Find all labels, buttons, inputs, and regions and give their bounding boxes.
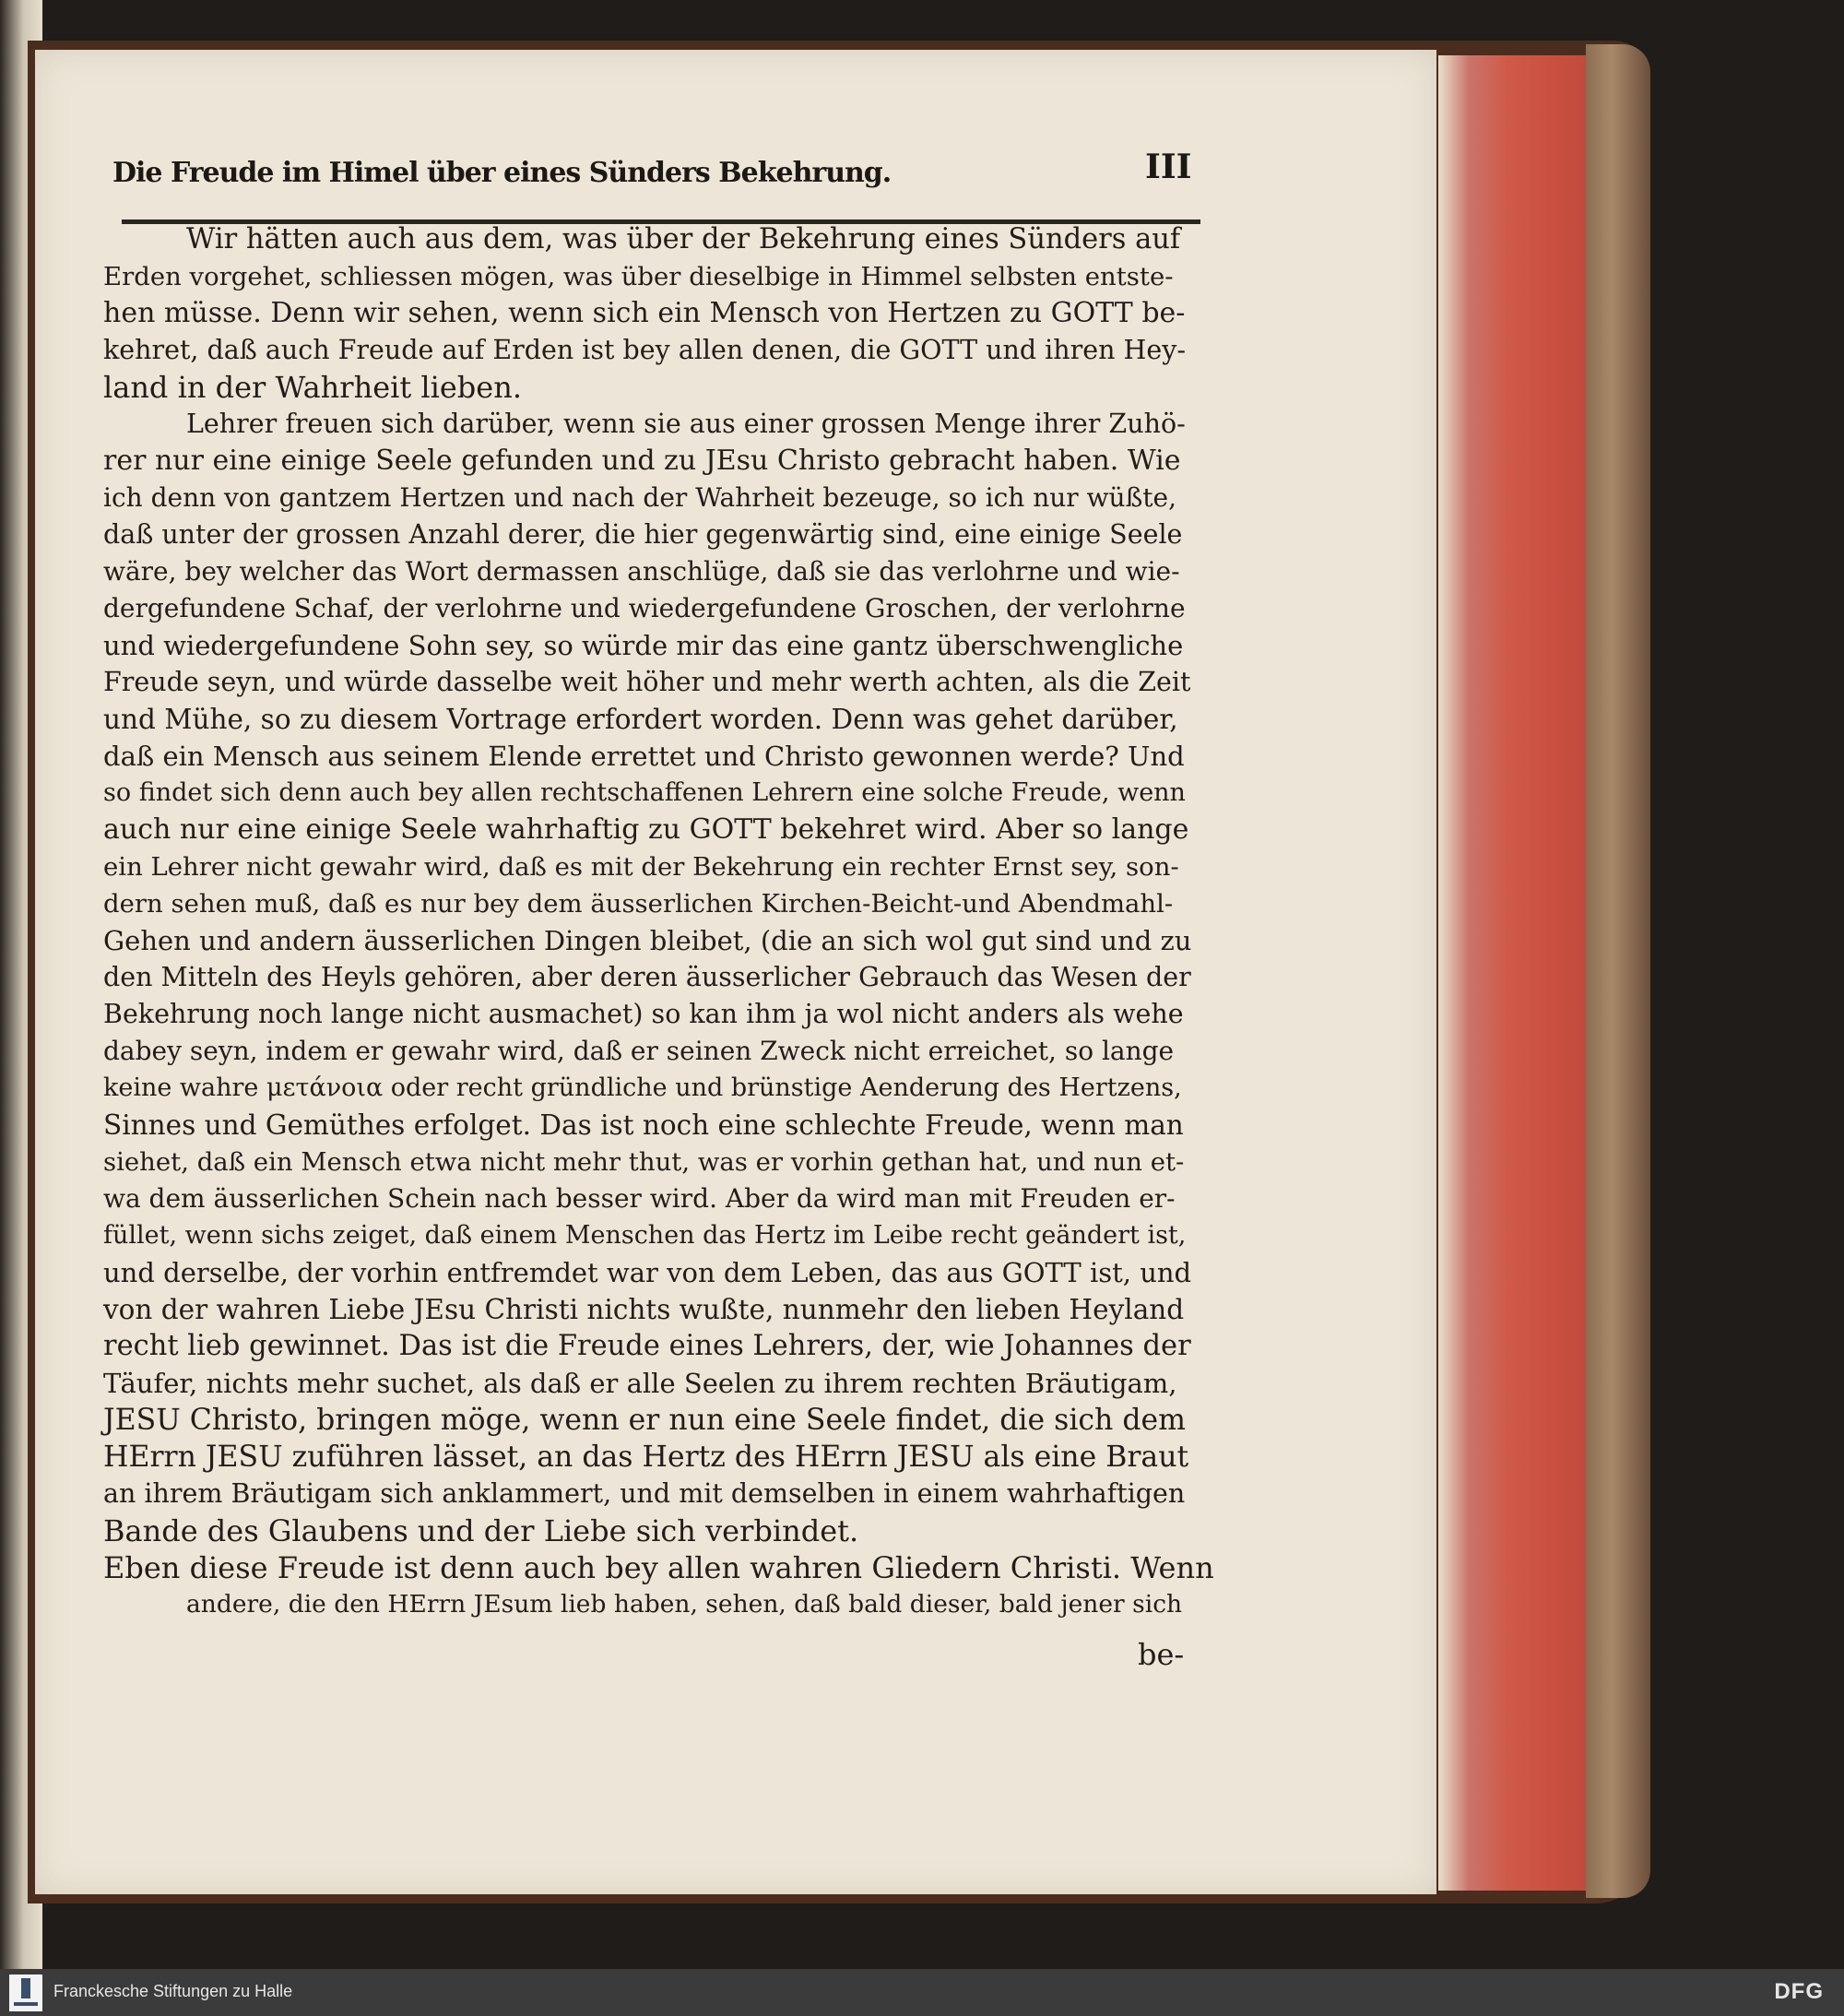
text-line: und wiedergefundene Sohn sey, so würde mir das eine gantz überschwengliche [103, 630, 1184, 661]
text-line: Wir hätten auch aus dem, was über der Bekehrung eines Sünders auf [186, 223, 1181, 255]
text-line: so findet sich denn auch bey allen rechtschaffenen Lehrern eine solche Freude, wenn [103, 778, 1186, 807]
viewer-footer-bar [0, 1969, 1844, 2016]
running-heading: Die Freude im Himel über eines Sünders Bekehrung. [112, 157, 892, 189]
page-number: III [1145, 148, 1192, 186]
text-line: Erden vorgehet, schliessen mögen, was über dieselbige in Himmel selbsten entste- [103, 262, 1174, 291]
text-line: Freude seyn, und würde dasselbe weit höher und mehr werth achten, als die Zeit [103, 667, 1191, 697]
text-line: wäre, bey welcher das Wort dermassen anschlüge, daß sie das verlohrne und wie- [103, 556, 1180, 587]
text-line: von der wahren Liebe JEsu Christi nichts wußte, nunmehr den lieben Heyland [103, 1294, 1185, 1325]
text-line: dergefundene Schaf, der verlohrne und wiedergefundene Groschen, der verlohrne [103, 593, 1186, 623]
text-line: Täufer, nichts mehr suchet, als daß er alle Seelen zu ihrem rechten Bräutigam, [103, 1368, 1177, 1399]
text-line: kehret, daß auch Freude auf Erden ist bey allen denen, die GOTT und ihren Hey- [103, 335, 1186, 365]
text-line: JESU Christo, bringen möge, wenn er nun eine Seele findet, die sich dem [103, 1404, 1187, 1437]
text-line: dabey seyn, indem er gewahr wird, daß er seinen Zweck nicht erreichet, so lange [103, 1036, 1175, 1066]
text-line: Bande des Glaubens und der Liebe sich verbindet. [103, 1513, 859, 1548]
text-line: den Mitteln des Heyls gehören, aber deren äusserlicher Gebrauch das Wesen der [103, 962, 1191, 992]
text-line: Bekehrung noch lange nicht ausmachet) so kan ihm ja wol nicht anders als wehe [103, 999, 1184, 1029]
text-line: füllet, wenn sichs zeiget, daß einem Menschen das Hertz im Leibe recht geändert ist, [103, 1221, 1187, 1250]
text-line: Sinnes und Gemüthes erfolget. Das ist noch eine schlechte Freude, wenn man [103, 1109, 1184, 1141]
text-line: auch nur eine einige Seele wahrhaftig zu GOTT bekehret wird. Aber so lange [103, 813, 1189, 846]
text-line: andere, die den HErrn JEsum lieb haben, sehen, daß bald dieser, bald jener sich [186, 1590, 1183, 1619]
text-line: ein Lehrer nicht gewahr wird, daß es mit der Bekehrung ein rechter Ernst sey, son- [103, 852, 1179, 882]
text-line: hen müsse. Denn wir sehen, wenn sich ein Mensch von Hertzen zu GOTT be- [103, 297, 1186, 329]
text-line: Eben diese Freude ist denn auch bey allen wahren Gliedern Christi. Wenn [103, 1550, 1214, 1585]
text-line: daß unter der grossen Anzahl derer, die hier gegenwärtig sind, eine einige Seele [103, 519, 1183, 550]
text-line: recht lieb gewinnet. Das ist die Freude eines Lehrers, der, wie Johannes der [103, 1330, 1191, 1362]
text-line: wa dem äusserlichen Schein nach besser wird. Aber da wird man mit Freuden er- [103, 1183, 1176, 1214]
red-page-edges [1438, 55, 1609, 1891]
text-line: land in der Wahrheit lieben. [103, 370, 522, 405]
text-line: rer nur eine einige Seele gefunden und zu JEsu Christo gebracht haben. Wie [103, 445, 1181, 477]
text-line: daß ein Mensch aus seinem Elende errettet und Christo gewonnen werde? Und [103, 741, 1185, 772]
dfg-logo[interactable]: DFG [1774, 1979, 1824, 2004]
text-line: und Mühe, so zu diesem Vortrage erfordert worden. Denn was gehet darüber, [103, 704, 1178, 735]
text-line: und derselbe, der vorhin entfremdet war von dem Leben, das aus GOTT ist, und [103, 1257, 1192, 1288]
text-line: HErrn JESU zuführen lässet, an das Hertz des HErrn JESU als eine Braut [103, 1441, 1189, 1474]
text-line: keine wahre μετάνοια oder recht gründliche und brünstige Aenderung des Hertzens, [103, 1073, 1182, 1102]
body-text [103, 221, 1214, 1623]
book-cover-edge [1586, 44, 1650, 1898]
text-line: Gehen und andern äusserlichen Dingen bleibet, (die an sich wol gut sind und zu [103, 925, 1192, 956]
text-line: an ihrem Bräutigam sich anklammert, und mit demselben in einem wahrhaftigen [103, 1478, 1186, 1509]
catchword: be- [1138, 1637, 1185, 1672]
text-line: Lehrer freuen sich darüber, wenn sie aus einer grossen Menge ihrer Zuhö- [186, 409, 1186, 439]
institution-logo-icon[interactable] [9, 1974, 42, 2011]
institution-name[interactable]: Franckesche Stiftungen zu Halle [53, 1982, 293, 2000]
text-line: siehet, daß ein Mensch etwa nicht mehr thut, was er vorhin gethan hat, und nun et- [103, 1147, 1185, 1177]
text-line: dern sehen muß, daß es nur bey dem äusserlichen Kirchen-Beicht-und Abendmahl- [103, 889, 1174, 919]
text-line: ich denn von gantzem Hertzen und nach der Wahrheit bezeuge, so ich nur wüßte, [103, 482, 1176, 513]
